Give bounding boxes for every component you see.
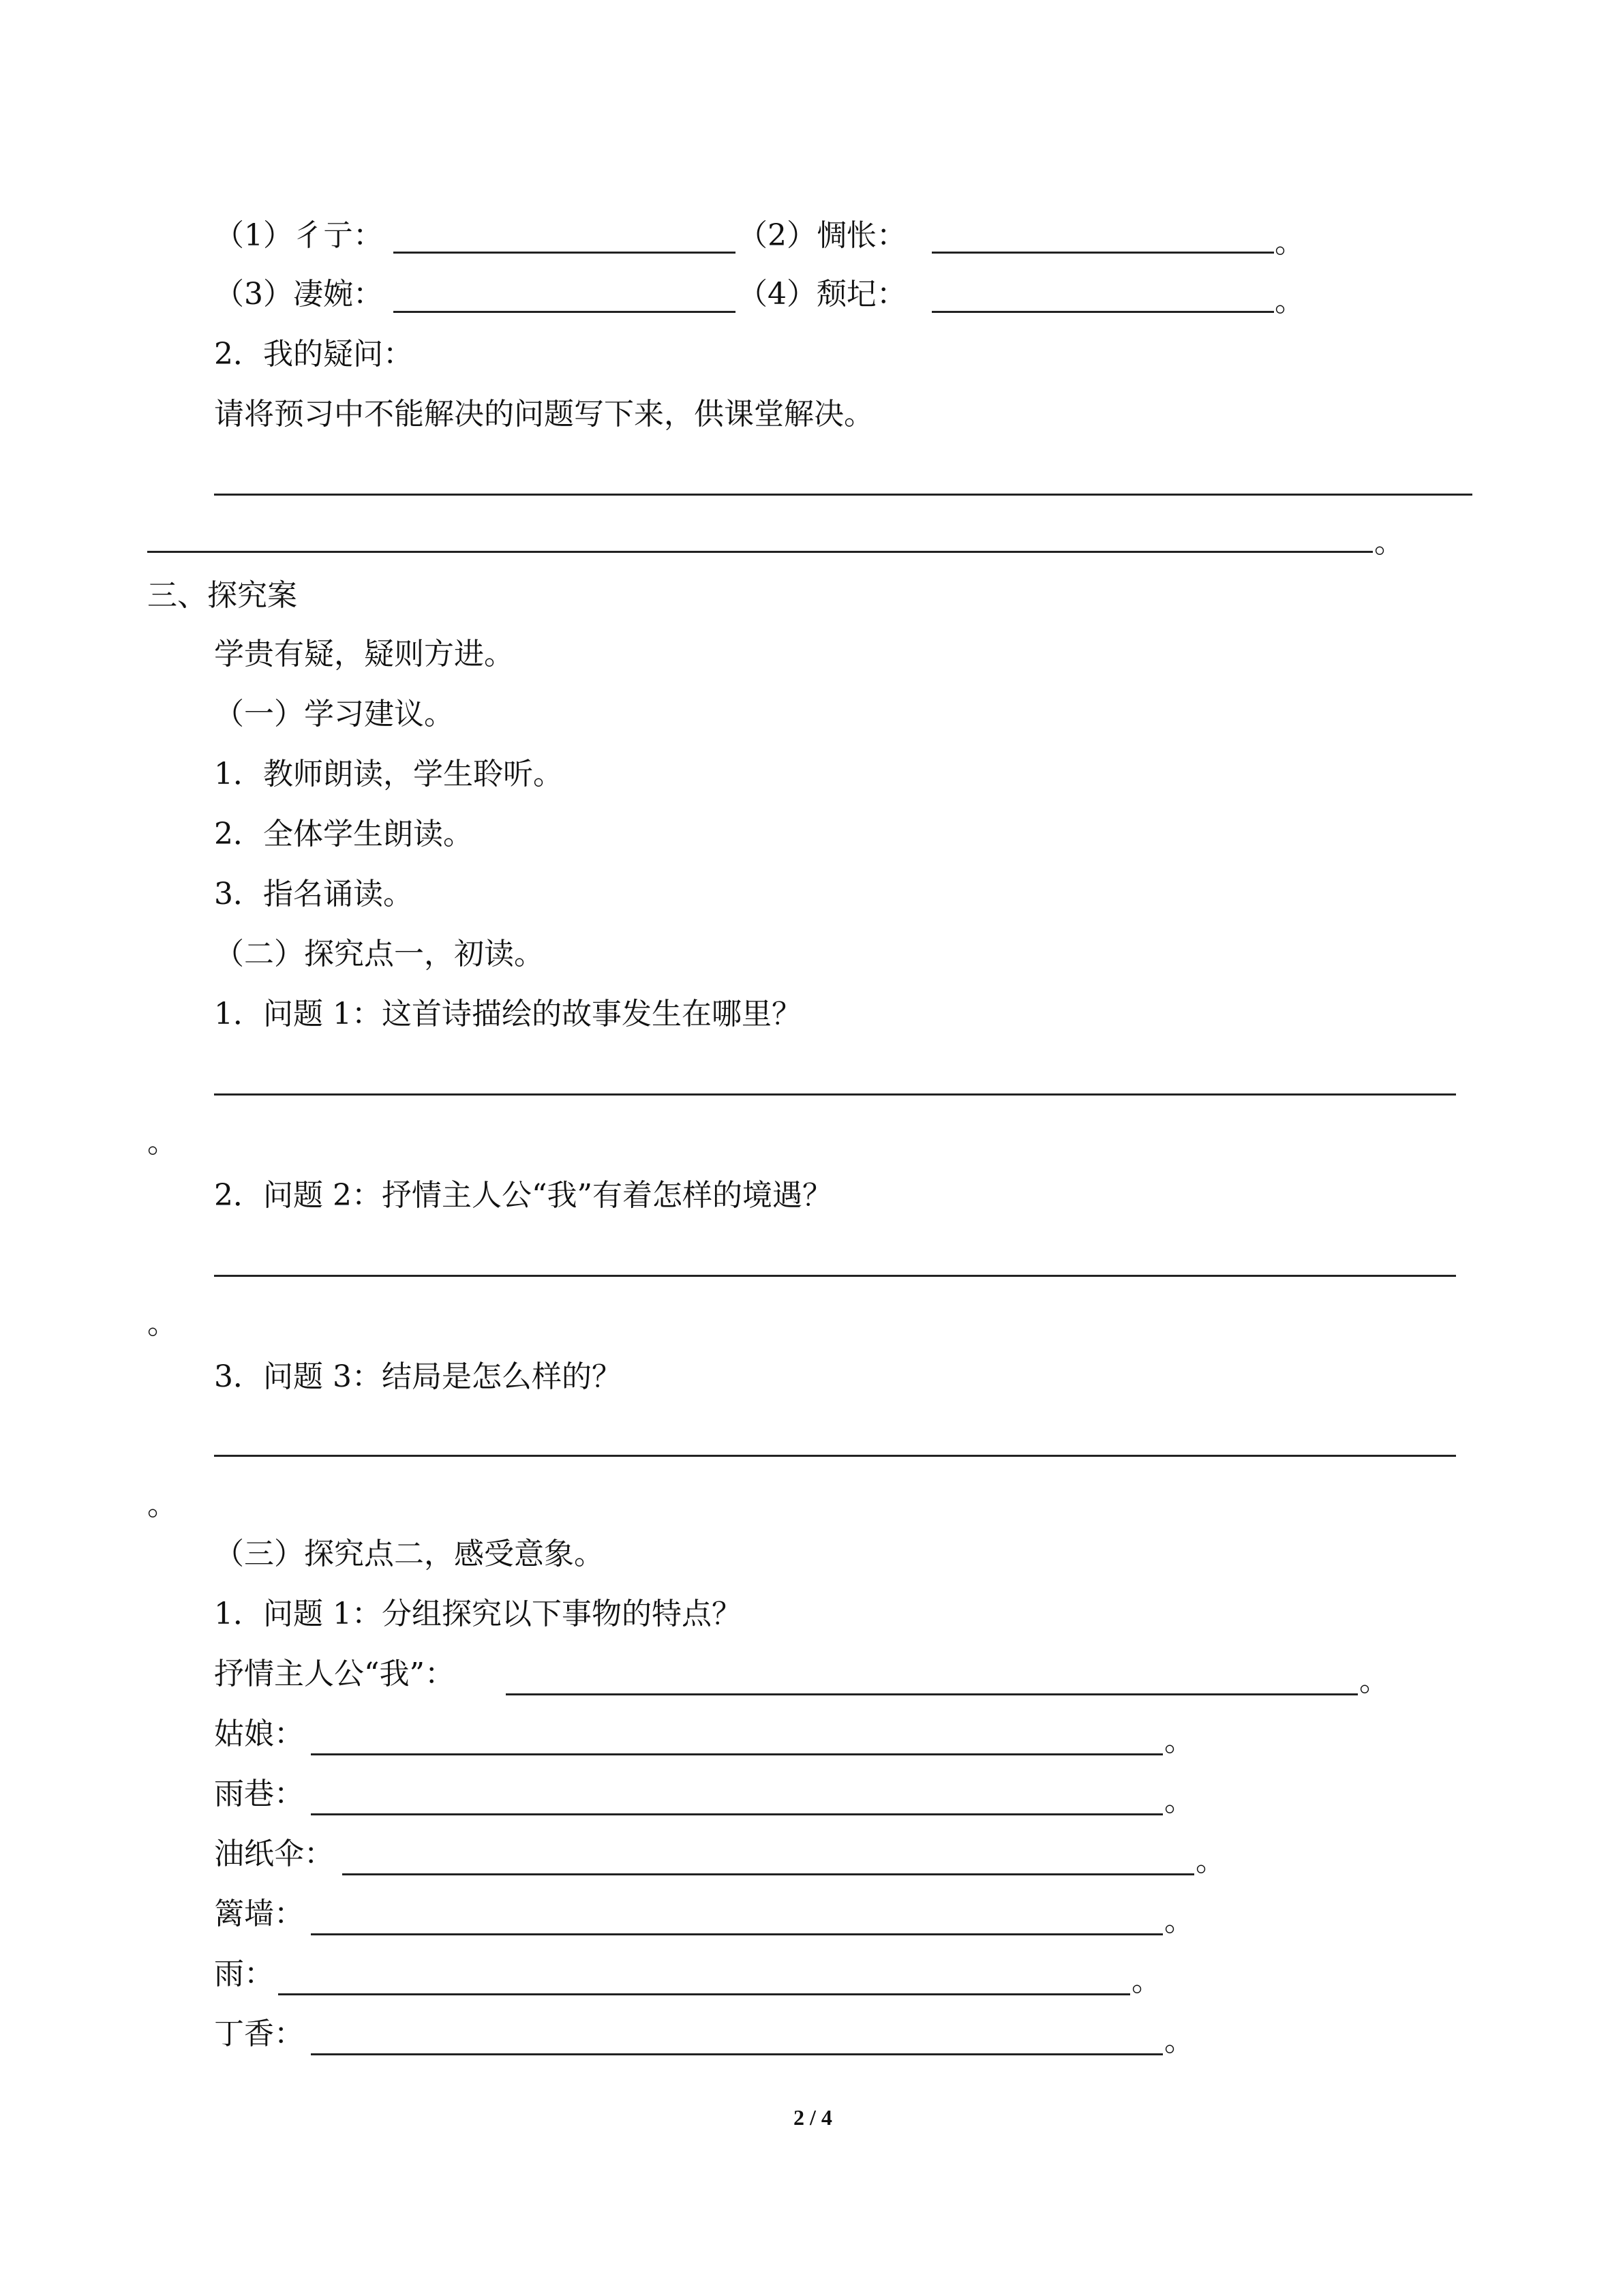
suggestion-item: 2．全体学生朗读。 xyxy=(214,817,473,851)
imagery-answer-line[interactable] xyxy=(311,1813,1163,1815)
vocab-item-1: （1）彳亍： xyxy=(214,218,383,253)
imagery-label-speaker: 抒情主人公“我”： xyxy=(214,1657,455,1691)
period: 。 xyxy=(1275,284,1305,318)
period: 。 xyxy=(1164,1903,1194,1938)
page-number: 2 / 4 xyxy=(793,2105,832,2130)
imagery-answer-line[interactable] xyxy=(342,1873,1194,1875)
vocab-answer-line-3[interactable] xyxy=(393,311,735,313)
period: 。 xyxy=(1275,225,1305,260)
period: 。 xyxy=(1196,1843,1226,1878)
motto: 学贵有疑，疑则方进。 xyxy=(214,637,514,671)
imagery-answer-line[interactable] xyxy=(506,1693,1358,1695)
point1-question-3: 3．问题 3：结局是怎么样的？ xyxy=(214,1359,622,1394)
imagery-label-rain: 雨： xyxy=(214,1957,274,1991)
period: 。 xyxy=(1164,1783,1194,1818)
imagery-label-lilac: 丁香： xyxy=(214,2016,304,2051)
questions-instruction: 请将预习中不能解决的问题写下来，供课堂解决。 xyxy=(214,397,874,432)
period: 。 xyxy=(1164,1723,1194,1758)
imagery-answer-line[interactable] xyxy=(311,2053,1163,2055)
point1-question-2: 2．问题 2：抒情主人公“我”有着怎样的境遇？ xyxy=(214,1178,832,1213)
vocab-item-4: （4）颓圮： xyxy=(738,277,907,312)
period: 。 xyxy=(1132,1963,1162,1998)
questions-answer-line-1[interactable] xyxy=(214,494,1472,496)
vocab-item-2: （2）惆怅： xyxy=(738,218,907,253)
suggestion-item: 1．教师朗读，学生聆听。 xyxy=(214,757,563,791)
point1-question-1: 1．问题 1：这首诗描绘的故事发生在哪里？ xyxy=(214,997,802,1031)
period: 。 xyxy=(1359,1663,1389,1698)
imagery-answer-line[interactable] xyxy=(278,1993,1130,1995)
suggestion-title: （一）学习建议。 xyxy=(214,697,454,731)
point1-answer-line-2[interactable] xyxy=(214,1275,1456,1277)
period: 。 xyxy=(1164,2023,1194,2058)
vocab-answer-line-2[interactable] xyxy=(932,252,1274,254)
imagery-label-girl: 姑娘： xyxy=(214,1717,304,1751)
point1-title: （二）探究点一，初读。 xyxy=(214,937,544,971)
point1-answer-line-3[interactable] xyxy=(214,1455,1456,1457)
point1-answer-line-1[interactable] xyxy=(214,1093,1456,1096)
vocab-answer-line-1[interactable] xyxy=(393,252,735,254)
imagery-label-fence: 篱墙： xyxy=(214,1897,304,1931)
period: 。 xyxy=(147,1306,177,1341)
imagery-label-alley: 雨巷： xyxy=(214,1777,304,1811)
imagery-answer-line[interactable] xyxy=(311,1753,1163,1755)
period: 。 xyxy=(147,1487,177,1522)
questions-heading: 2．我的疑问： xyxy=(214,337,413,372)
suggestion-item: 3．指名诵读。 xyxy=(214,877,413,911)
period: 。 xyxy=(147,1125,177,1160)
questions-answer-line-2[interactable] xyxy=(147,551,1373,553)
imagery-label-umbrella: 油纸伞： xyxy=(214,1837,334,1871)
vocab-item-3: （3）凄婉： xyxy=(214,277,383,312)
point2-title: （三）探究点二，感受意象。 xyxy=(214,1537,604,1571)
imagery-answer-line[interactable] xyxy=(311,1933,1163,1935)
period: 。 xyxy=(1374,525,1404,560)
vocab-answer-line-4[interactable] xyxy=(932,311,1274,313)
section-heading: 三、探究案 xyxy=(147,578,297,613)
point2-question: 1．问题 1：分组探究以下事物的特点？ xyxy=(214,1597,742,1631)
